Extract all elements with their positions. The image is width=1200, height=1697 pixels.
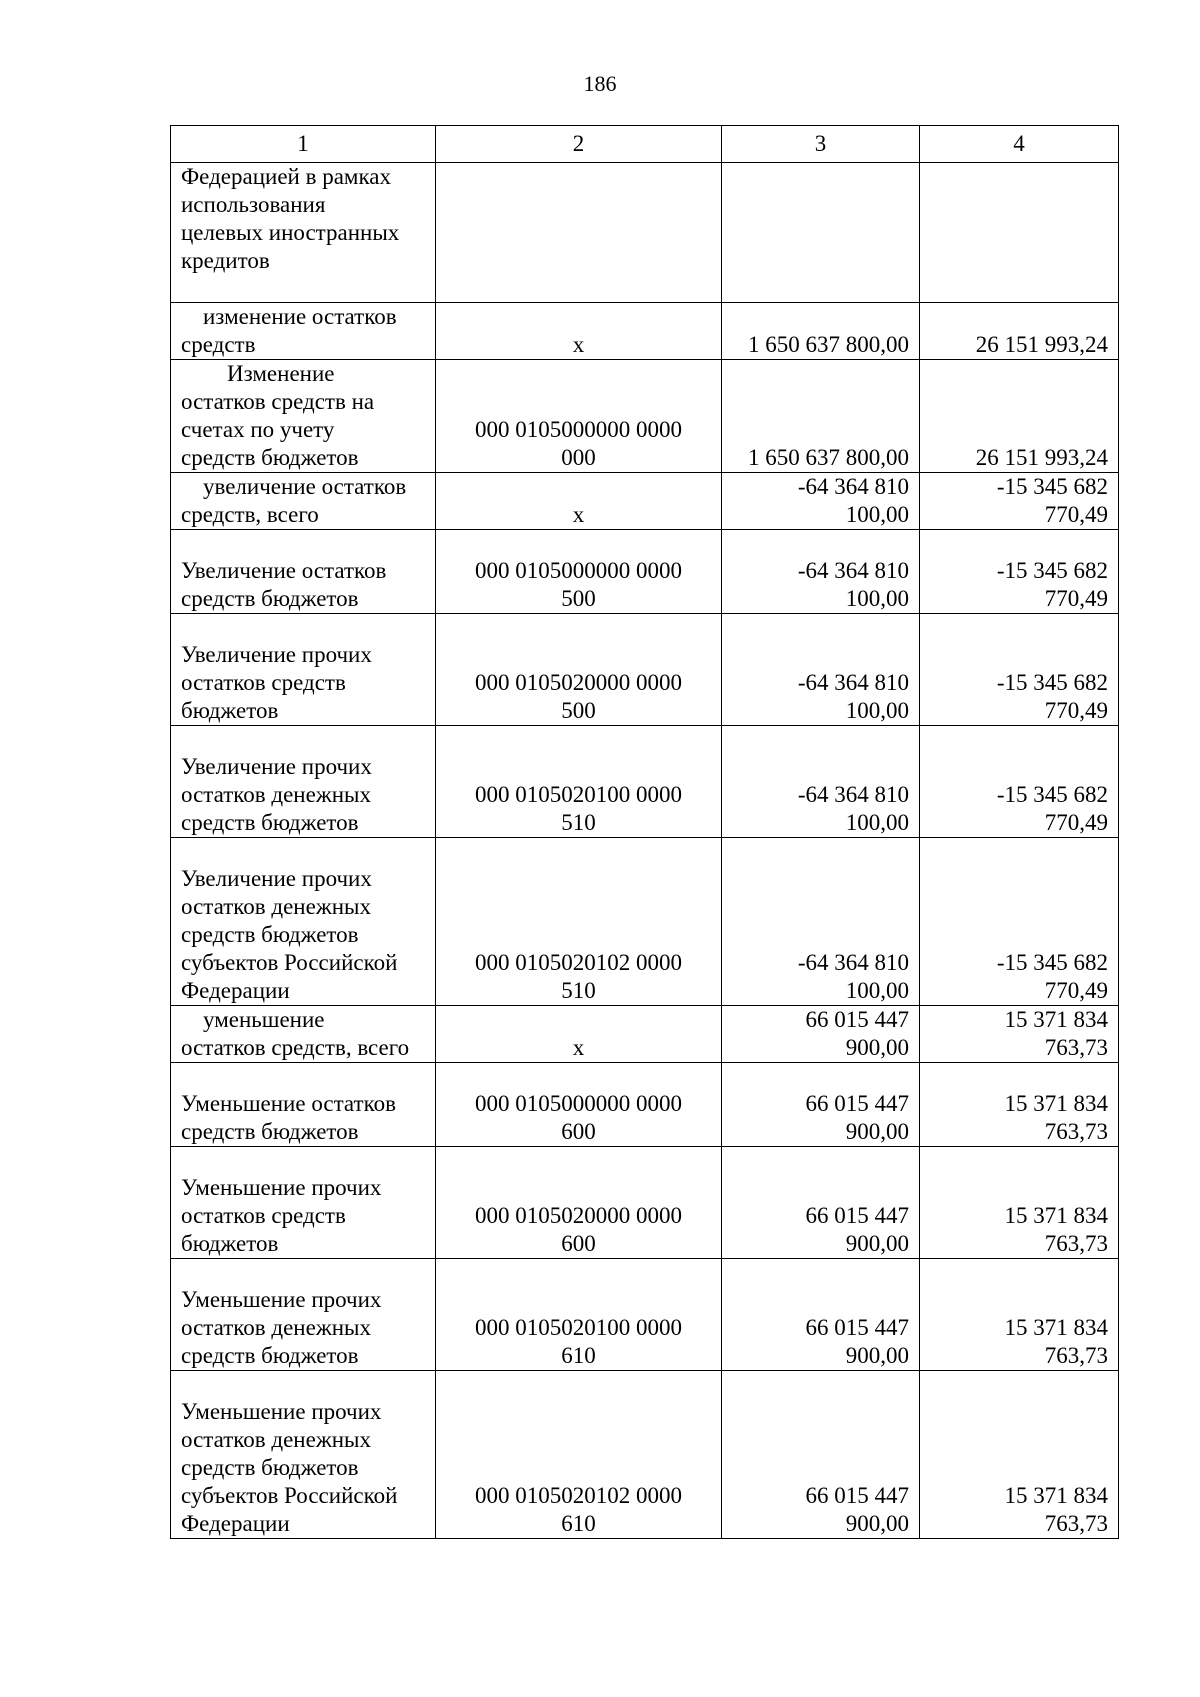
row-code-cell: х	[436, 303, 722, 360]
table-body	[171, 163, 1119, 1539]
table-row	[171, 1371, 1119, 1539]
row-code-cell: 000 0105000000 0000 600	[436, 1063, 722, 1147]
row-value-col3-cell: -64 364 810 100,00	[722, 614, 920, 726]
row-name-cell: Уменьшение остатков средств бюджетов	[171, 1063, 436, 1147]
row-value-col3-cell: 1 650 637 800,00	[722, 303, 920, 360]
row-name-cell: Федерацией в рамках использования целевых иностранных кредитов	[171, 163, 436, 303]
table-row	[171, 1006, 1119, 1063]
column-header-2: 2	[436, 126, 722, 163]
row-code-cell: 000 0105020102 0000 510	[436, 838, 722, 1006]
row-value-col3-cell: 66 015 447 900,00	[722, 1147, 920, 1259]
row-value-col3-cell	[722, 163, 920, 303]
row-value-col4-cell: 15 371 834 763,73	[920, 1006, 1119, 1063]
row-value-col4-cell	[920, 163, 1119, 303]
table-row	[171, 163, 1119, 303]
row-value-col4-cell: -15 345 682 770,49	[920, 614, 1119, 726]
row-code-cell: 000 0105020100 0000 610	[436, 1259, 722, 1371]
row-name-cell: Уменьшение прочих остатков денежных средств бюджетов субъектов Российской Федерации	[171, 1371, 436, 1539]
row-value-col4-cell: -15 345 682 770,49	[920, 473, 1119, 530]
row-value-col4-cell: 15 371 834 763,73	[920, 1259, 1119, 1371]
row-value-col4-cell: 15 371 834 763,73	[920, 1147, 1119, 1259]
row-value-col4-cell: 26 151 993,24	[920, 303, 1119, 360]
row-value-col3-cell: 66 015 447 900,00	[722, 1371, 920, 1539]
row-value-col4-cell: -15 345 682 770,49	[920, 726, 1119, 838]
table-row	[171, 726, 1119, 838]
column-header-3: 3	[722, 126, 920, 163]
table-row	[171, 360, 1119, 473]
row-name-cell: Уменьшение прочих остатков средств бюджетов	[171, 1147, 436, 1259]
column-header-1: 1	[171, 126, 436, 163]
row-value-col4-cell: 26 151 993,24	[920, 360, 1119, 473]
row-value-col3-cell: -64 364 810 100,00	[722, 838, 920, 1006]
table-row	[171, 473, 1119, 530]
column-header-4: 4	[920, 126, 1119, 163]
row-code-cell: 000 0105000000 0000 000	[436, 360, 722, 473]
row-value-col3-cell: 66 015 447 900,00	[722, 1006, 920, 1063]
row-code-cell: 000 0105020100 0000 510	[436, 726, 722, 838]
row-value-col4-cell: -15 345 682 770,49	[920, 838, 1119, 1006]
table-row	[171, 614, 1119, 726]
row-name-cell: увеличение остатков средств, всего	[171, 473, 436, 530]
row-code-cell: 000 0105000000 0000 500	[436, 530, 722, 614]
row-code-cell: х	[436, 1006, 722, 1063]
row-code-cell	[436, 163, 722, 303]
row-code-cell: 000 0105020000 0000 600	[436, 1147, 722, 1259]
row-code-cell: х	[436, 473, 722, 530]
row-value-col4-cell: 15 371 834 763,73	[920, 1371, 1119, 1539]
row-value-col4-cell: 15 371 834 763,73	[920, 1063, 1119, 1147]
row-name-cell: Увеличение прочих остатков денежных средств бюджетов субъектов Российской Федерации	[171, 838, 436, 1006]
row-value-col3-cell: 1 650 637 800,00	[722, 360, 920, 473]
table-header-row	[171, 126, 1119, 163]
row-value-col3-cell: -64 364 810 100,00	[722, 473, 920, 530]
table-row	[171, 303, 1119, 360]
row-code-cell: 000 0105020000 0000 500	[436, 614, 722, 726]
table-row	[171, 530, 1119, 614]
row-code-cell: 000 0105020102 0000 610	[436, 1371, 722, 1539]
row-name-cell: Увеличение остатков средств бюджетов	[171, 530, 436, 614]
table-row	[171, 1063, 1119, 1147]
row-name-cell: Увеличение прочих остатков средств бюджетов	[171, 614, 436, 726]
table-row	[171, 1147, 1119, 1259]
row-value-col4-cell: -15 345 682 770,49	[920, 530, 1119, 614]
row-name-cell: уменьшение остатков средств, всего	[171, 1006, 436, 1063]
row-value-col3-cell: -64 364 810 100,00	[722, 726, 920, 838]
budget-sources-table	[170, 125, 1119, 1539]
row-name-cell: Изменение остатков средств на счетах по учету средств бюджетов	[171, 360, 436, 473]
row-value-col3-cell: -64 364 810 100,00	[722, 530, 920, 614]
table-row	[171, 1259, 1119, 1371]
row-value-col3-cell: 66 015 447 900,00	[722, 1063, 920, 1147]
row-name-cell: изменение остатков средств	[171, 303, 436, 360]
row-name-cell: Уменьшение прочих остатков денежных средств бюджетов	[171, 1259, 436, 1371]
row-value-col3-cell: 66 015 447 900,00	[722, 1259, 920, 1371]
page-number: 186	[583, 71, 617, 96]
row-name-cell: Увеличение прочих остатков денежных средств бюджетов	[171, 726, 436, 838]
table-row	[171, 838, 1119, 1006]
